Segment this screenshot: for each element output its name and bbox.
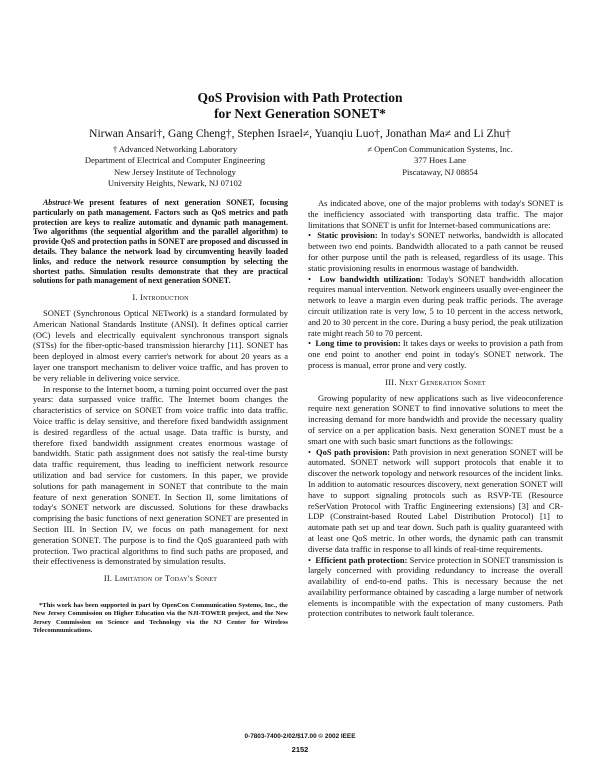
bullet-text: It takes days or weeks to provision a path from one end point to another end point in today's SONET network. The process is manual, error prone and very costly. [308,338,563,370]
section-heading-introduction: I. Introduction [132,292,189,303]
bullet-text: Path provision in next generation SONET will be automated. SONET network will support protocols that enable it to discover the network topology and network resources of the incident links. In addition to automatic resources discovery, next generation SONET will have to support signaling protocols such as RSVP-TE (Resource reSerVation Protocol with Traffic Engineering extensions) [3] and CR-LDP (Constraint-based Routed Label Distribution Protocol) [1] to automate path set up and tear down. Such path is quality guaranteed with at least one QoS metric. In other words, the dynamic path can transmit diverse data traffic in response to all kinds of real-time requirements. [308,446,563,554]
bullet-title: QoS path provision: [316,446,390,457]
bullet-path-protection: • Efficient path protection: Service protection in SONET transmission is largely concerned with providing redundancy to increase the overall availability of end-to-end paths. This is necessary because the net availability performance obtained by cascading a large number of network elements is incompatible with the expectation of many customers. Path protection contributes to network fault tolerance. [308,554,563,619]
limitation-paragraph: As indicated above, one of the major problems with today's SONET is the inefficiency associated with transporting data traffic. The major limitations that SONET is unfit for Internet-based communications are: [308,198,563,230]
bullet-long-provision: • Long time to provision: It takes days or weeks to provision a path from one end point to another end point in today's SONET network. The process is manual, error prone and very costly. [308,338,563,370]
bullet-text: Today's SONET bandwidth allocation requires manual intervention. Network engineers usually over-engineer the network to leave a margin even during peak traffic periods. The average circuit utilization rate is very low, 5 to 10 percent in the access network, and 20 to 30 percent in the core. During a busy period, the peak utilization rate might reach 50 to 70 percent. [308,273,563,338]
bullet-static-provision: • Static provision: In today's SONET networks, bandwidth is allocated between two end points. Bandwidth allocated to a path cannot be reused for other purpose until the path is released, regardless of its usage. This static provisioning results in enormous wastage of bandwidth. [308,230,563,273]
section-heading-next-generation: III. Next Generation Sonet [385,376,486,387]
paper-title [0,90,600,122]
abstract-text: We present features of next generation SONET, focusing particularly on path management. Factors such as QoS metrics and path protection are keys to realize automatic and dynamic path management. Two algorithms (the sequential algorithm and the parallel algorithm) to provide QoS and protection paths in SONET are proposed and discussed in details. They balance the network load by circumventing heavily loaded links, and reduce the network resource consumption by selecting the shortest paths. Simulation results demonstrate that they are practical solutions for path management of next generation SONET. [33,198,288,286]
intro-paragraph-1: SONET (Synchronous Optical NETwork) is a standard formulated by American National Standards Institute (ANSI). It defines optical carrier (OC) levels and electrically equivalent synchronous transport signals (STSs) for the fiber-optic-based transmission hierarchy [11]. SONET has been deployed in almost every carrier's network for about 20 years as a layer one transport mechanism to deliver voice traffic, and has proven to be very reliable in delivering voice service. [33,307,288,383]
abstract-label: Abstract- [43,198,73,207]
intro-paragraph-2: In response to the Internet boom, a turning point occurred over the past years: data surpassed voice traffic. The Internet boom changes the characteristics of service on SONET from voice traffic into data traffic. Voice traffic is delay sensitive, and therefore fixed bandwidth assignment is desired regardless of the actual usage. Data traffic is bursty, and therefore fixed bandwidth assignment creates enormous wastage of bandwidth. Static path assignment does not satisfy the real-time bursty data traffic requirement, thus leading to inefficient network resource utilization and bad service for customers. In this paper, we provide solutions for path management in SONET that contribute to the main feature of next generation SONET. In Section II, some limitations of today's SONET network are discussed. Solutions for these drawbacks comprising the basic functions of next generation SONET are presented in Section III. In Section IV, we focus on path management for next generation SONET. The purpose is to find the QoS guaranteed path with protection. Two practical algorithms to find such paths are proposed, and their effectiveness is demonstrated by simulation results. [33,383,288,567]
funding-footnote: *This work has been supported in part by OpenCon Communication Systems, Inc., the New Jersey Commission on Higher Education via the NJI-TOWER project, and the New Jersey Commission on Science and Technology via the NJ Center for Wireless Telecommunications. [33,601,288,635]
affiliation-line: 377 Hoes Lane [413,155,467,166]
right-column [308,198,563,619]
bullet-text: In today's SONET networks, bandwidth is allocated between two end points. Bandwidth allocated to a path cannot be reused for other purpose until the path is released, regardless of its usage. This static provisioning results in enormous wastage of bandwidth. [308,230,563,273]
affiliation-line: † Advanced Networking Laboratory [112,144,238,154]
section-heading-limitation: II. Limitation of Today's Sonet [103,573,218,584]
bullet-title: Efficient path protection: [315,554,408,565]
author-list: Nirwan Ansari†, Gang Cheng†, Stephen Israel≠, Yuanqiu Luo†, Jonathan Ma≠ and Li Zhu† [89,128,511,140]
affiliation-line: Department of Electrical and Computer Engineering [84,155,266,166]
bullet-title: Long time to provision: [315,338,401,349]
title-line-1: QoS Provision with Path Protection [197,90,403,105]
copyright-line: 0-7803-7400-2/02/$17.00 © 2002 IEEE [244,733,356,740]
affiliation-line: ≠ OpenCon Communication Systems, Inc. [367,144,513,154]
bullet-title: Static provision: [317,230,378,241]
nextgen-paragraph: Growing popularity of new applications such as live videoconference require next generation SONET to find innovative solutions to meet the increasing demand for more bandwidth and provide the necessary quality of service on a per application basis. Next generation SONET must be a smart one with such basic smart functions as the followings: [308,392,563,446]
bullet-qos-path: • QoS path provision: Path provision in next generation SONET will be automated. SONET network will support protocols that enable it to discover the network topology and network resources of the incident links. In addition to automatic resources discovery, next generation SONET will have to support signaling protocols such as RSVP-TE (Resource reSerVation Protocol with Traffic Engineering extensions) [3] and CR-LDP (Constraint-based Routed Label Distribution Protocol) [1] to automate path set up and tear down. Such path is quality guaranteed with at least one QoS metric. In other words, the dynamic path can transmit diverse data traffic in response to all kinds of real-time requirements. [308,446,563,554]
page-number: 2152 [291,745,309,754]
affiliation-njit [40,144,310,189]
abstract [33,198,288,286]
left-column [33,198,288,636]
bullet-text: Service protection in SONET transmission is largely concerned with providing redundancy to increase the overall availability of end-to-end paths. This is necessary because the net availability performance obtained by cascading a large number of network elements is incompatible with the expectation of many customers. Path protection contributes to network fault tolerance. [308,554,563,619]
affiliation-line: Piscataway, NJ 08854 [402,166,478,177]
bullet-low-bandwidth: • Low bandwidth utilization: Today's SONET bandwidth allocation requires manual intervention. Network engineers usually over-engineer the network to leave a margin even during peak traffic periods. The average circuit utilization rate is very low, 5 to 10 percent in the access network, and 20 to 30 percent in the core. During a busy period, the peak utilization rate might reach 50 to 70 percent. [308,273,563,338]
affiliation-opencon [315,144,565,178]
affiliation-line: New Jersey Institute of Technology [114,166,236,177]
affiliation-line: University Heights, Newark, NJ 07102 [107,177,243,188]
bullet-title: Low bandwidth utilization: [319,273,424,284]
title-line-2: for Next Generation SONET* [214,106,386,121]
